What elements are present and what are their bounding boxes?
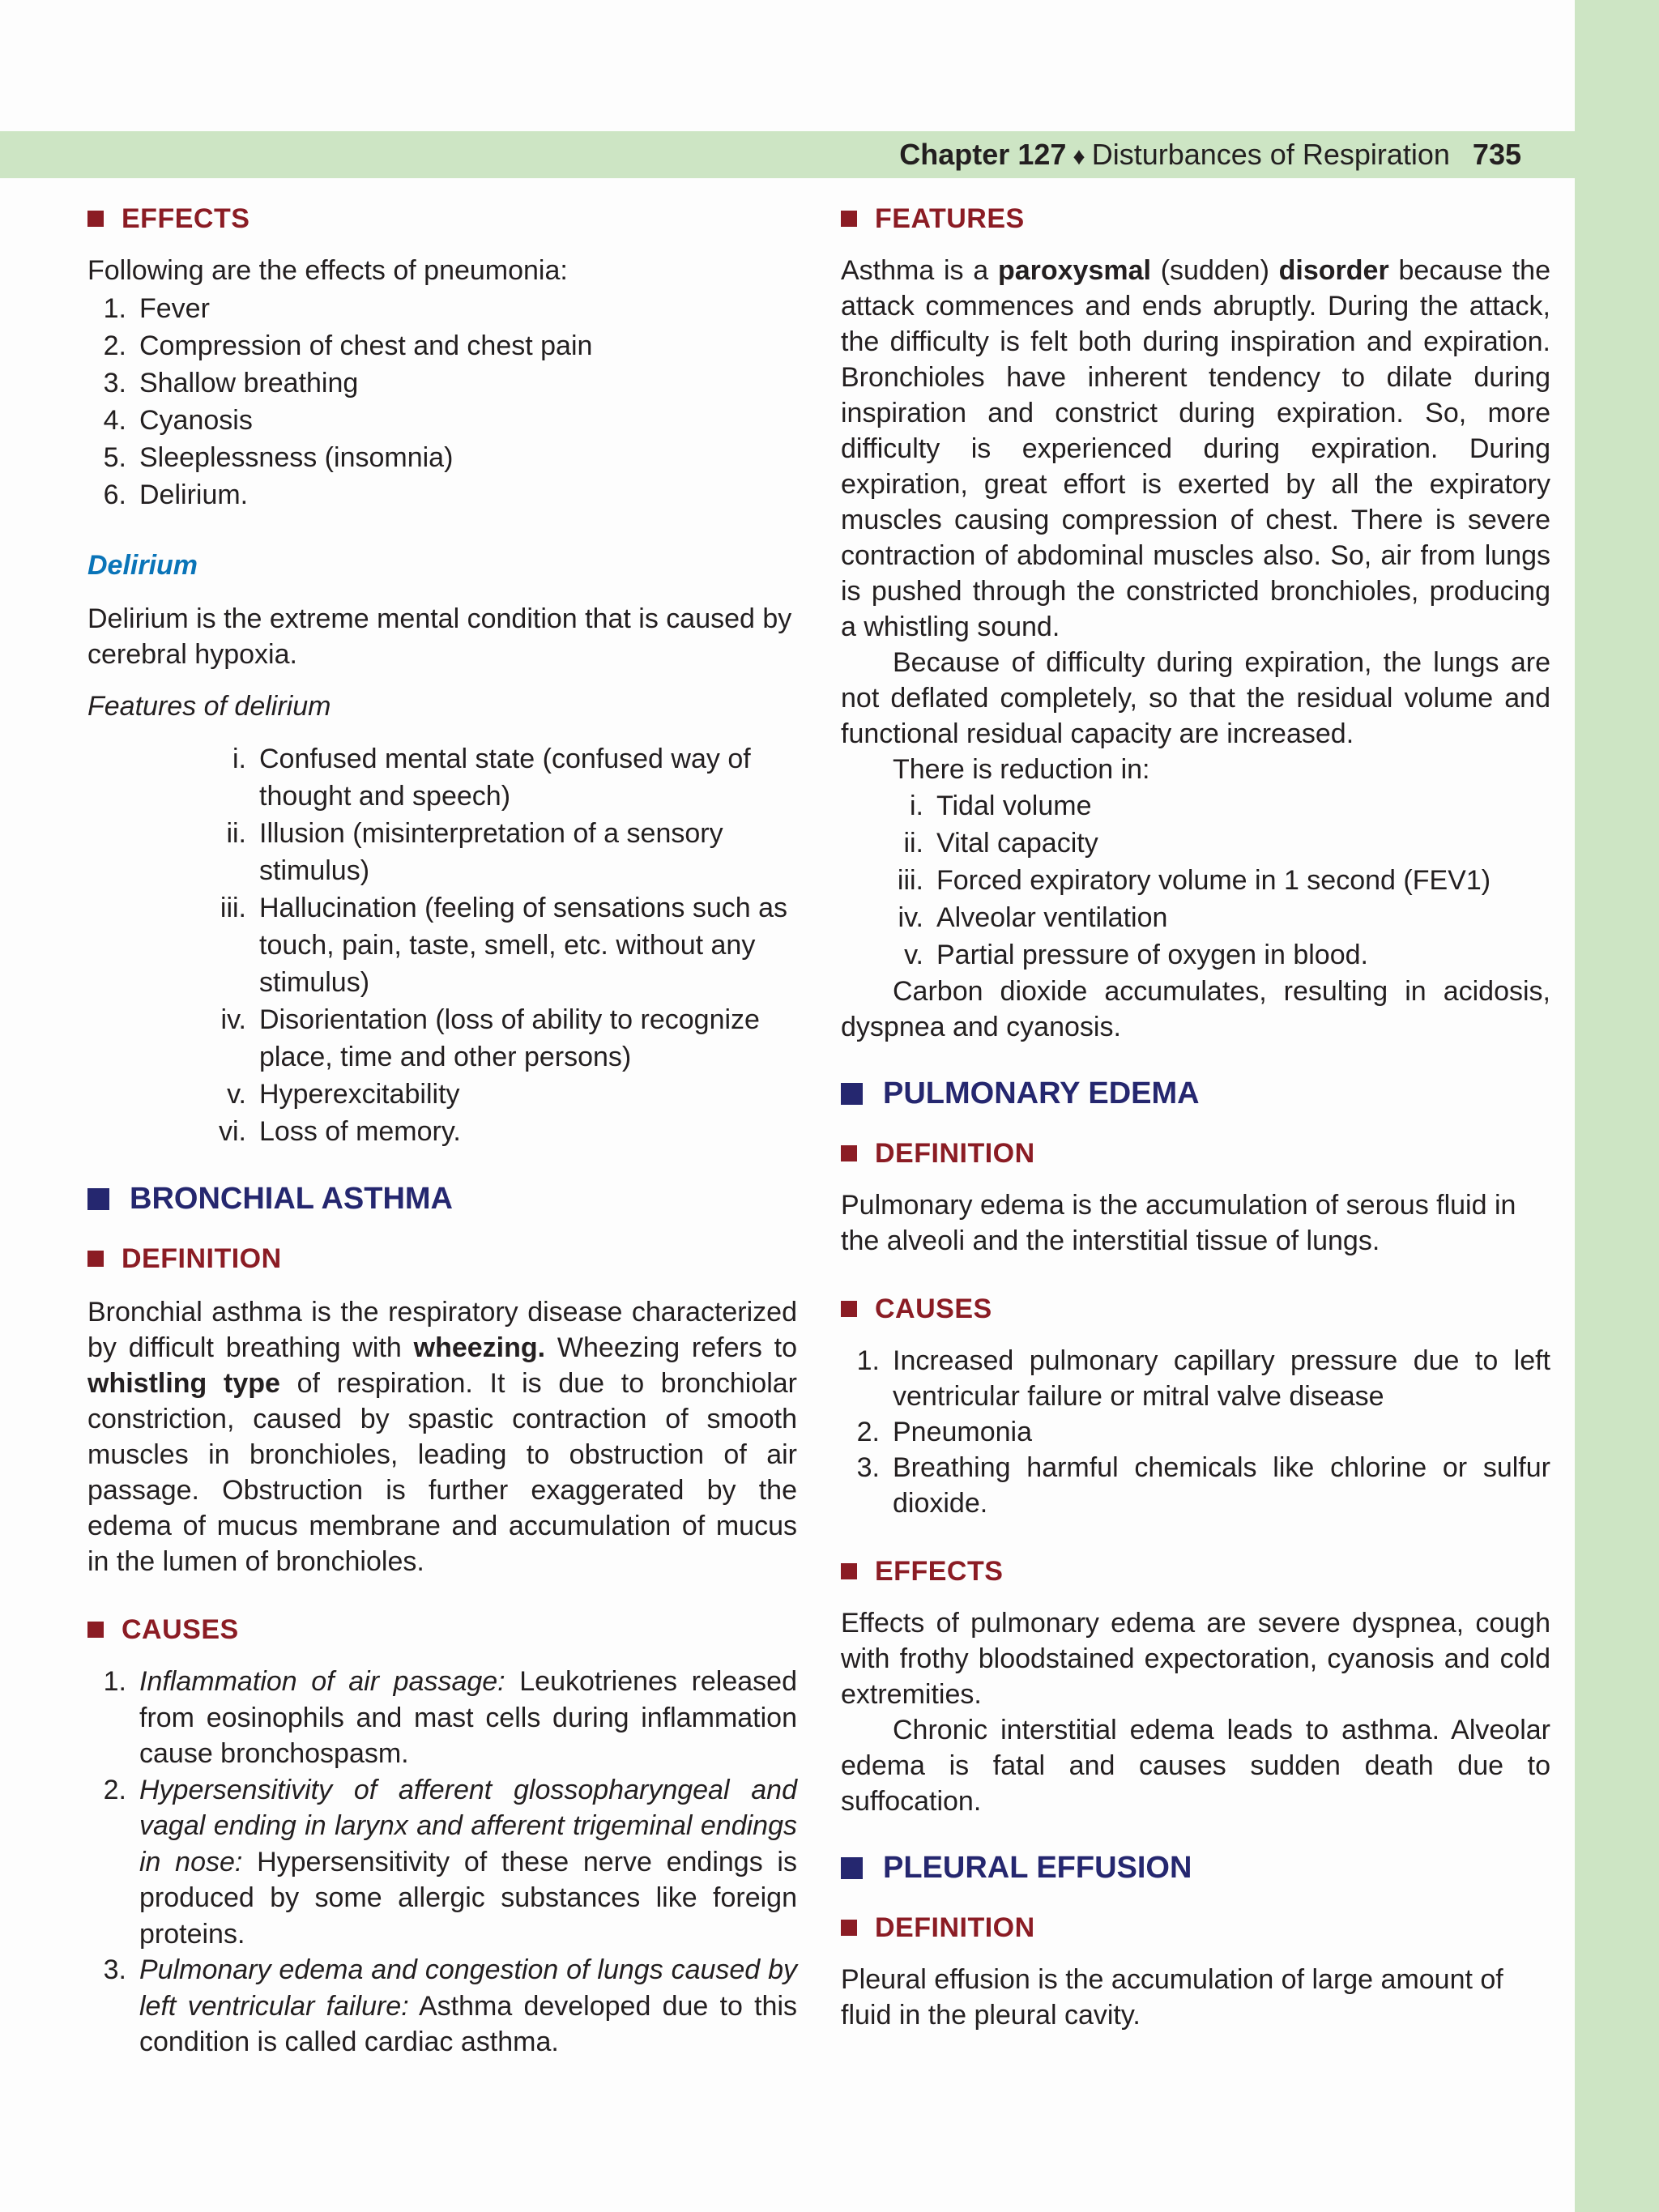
list-number: iv. xyxy=(220,1004,246,1035)
list-number: 3. xyxy=(103,368,126,399)
list-number: v. xyxy=(904,940,923,970)
list-number: 6. xyxy=(103,479,126,510)
pleural-effusion-heading: PLEURAL EFFUSION xyxy=(841,1848,1550,1887)
features-paragraph-2: Because of difficulty during expiration, the lungs are not deflated completely, so that the residual volume and functional residual capacity are increased. xyxy=(841,647,1550,749)
list-text: Confused mental state (confused way of thought and speech) xyxy=(259,744,751,812)
list-number: iii. xyxy=(220,893,246,923)
page-edge-strip xyxy=(1575,0,1659,2212)
delirium-heading: Delirium xyxy=(87,550,198,581)
list-number: 1. xyxy=(856,1345,880,1376)
list-text: Partial pressure of oxygen in blood. xyxy=(936,940,1368,970)
list-number: 3. xyxy=(856,1452,880,1483)
list-number: i. xyxy=(232,744,246,774)
list-text: Pneumonia xyxy=(893,1417,1033,1447)
list-item xyxy=(841,787,1550,825)
list-item xyxy=(841,936,1550,974)
list-item xyxy=(87,476,797,514)
list-number: vi. xyxy=(219,1116,246,1147)
edema-effects-paragraph: Effects of pulmonary edema are severe dyspnea, cough with frothy bloodstained expectoration, cyanosis and cold extremities. xyxy=(841,1608,1550,1710)
list-number: 5. xyxy=(103,442,126,473)
list-text: Increased pulmonary capillary pressure due to left ventricular failure or mitral valve disease xyxy=(893,1345,1550,1412)
chapter-title: Disturbances of Respiration xyxy=(1091,138,1450,171)
list-text: Tidal volume xyxy=(936,791,1092,821)
edema-effects-heading: EFFECTS xyxy=(841,1554,1550,1589)
list-item xyxy=(841,899,1550,936)
features-paragraph: Asthma is a paroxysmal (sudden) disorder because the attack commences and ends abruptly. During the attack, the difficulty is felt both during inspiration and expiration. Bronchioles have inherent tendency to dilate during inspiration and constrict during expiration. So, more difficulty is experienced during expiration. During expiration, great effort is exerted by all the expiratory muscles causing compression of chest. There is severe contraction of abdominal muscles also. So, air from lungs is pushed through the constricted bronchioles, producing a whistling sound. xyxy=(841,255,1550,642)
list-item xyxy=(87,402,797,439)
page-number: 735 xyxy=(1472,138,1521,171)
list-text: Illusion (misinterpretation of a sensory stimulus) xyxy=(259,818,723,886)
square-bullet-icon xyxy=(87,1622,104,1638)
list-text: Vital capacity xyxy=(936,828,1098,859)
right-column xyxy=(841,201,1550,2033)
list-item xyxy=(87,815,797,889)
list-number: 3. xyxy=(103,1954,126,1985)
list-text: Loss of memory. xyxy=(259,1116,461,1147)
causes-heading: CAUSES xyxy=(87,1612,797,1647)
list-text: Fever xyxy=(139,293,210,324)
features-heading: FEATURES xyxy=(841,201,1550,237)
left-column xyxy=(87,201,797,2061)
list-item xyxy=(841,862,1550,899)
list-number: iv. xyxy=(898,902,923,933)
effects-intro: Following are the effects of pneumonia: xyxy=(87,255,568,286)
list-item xyxy=(87,1664,797,1772)
diamond-icon: ♦ xyxy=(1073,143,1085,170)
list-item xyxy=(87,740,797,815)
square-bullet-icon xyxy=(87,211,104,227)
list-text: Hyperexcitability xyxy=(259,1079,460,1110)
list-item xyxy=(87,290,797,327)
list-text: Forced expiratory volume in 1 second (FEV1) xyxy=(936,865,1491,896)
edema-definition-heading: DEFINITION xyxy=(841,1136,1550,1171)
list-item xyxy=(87,327,797,364)
list-number: v. xyxy=(227,1079,246,1110)
square-bullet-icon xyxy=(841,1083,863,1105)
square-bullet-icon xyxy=(841,1145,857,1161)
list-text: Compression of chest and chest pain xyxy=(139,330,593,361)
list-text: Hallucination (feeling of sensations such as touch, pain, taste, smell, etc. without any stimulus) xyxy=(259,893,788,998)
list-number: 2. xyxy=(103,1774,126,1805)
reduction-intro: There is reduction in: xyxy=(893,754,1150,785)
list-item xyxy=(841,1343,1550,1414)
list-item xyxy=(841,825,1550,862)
effects-list xyxy=(87,290,797,514)
co2-paragraph: Carbon dioxide accumulates, resulting in acidosis, dyspnea and cyanosis. xyxy=(841,976,1550,1042)
list-text: Delirium. xyxy=(139,479,249,510)
edema-causes-list xyxy=(841,1343,1550,1521)
list-text: Shallow breathing xyxy=(139,368,359,399)
edema-definition: Pulmonary edema is the accumulation of serous fluid in the alveoli and the interstitial tissue of lungs. xyxy=(841,1190,1516,1256)
list-number: 1. xyxy=(103,293,126,324)
delirium-text: Delirium is the extreme mental condition that is caused by cerebral hypoxia. xyxy=(87,603,792,670)
definition-heading: DEFINITION xyxy=(87,1241,797,1276)
edema-effects-paragraph-2: Chronic interstitial edema leads to asthma. Alveolar edema is fatal and causes sudden death due to suffocation. xyxy=(841,1715,1550,1817)
square-bullet-icon xyxy=(841,1563,857,1579)
list-text: Pulmonary edema and congestion of lungs caused by left ventricular failure: Asthma developed due to this condition is called cardiac asthma. xyxy=(139,1954,797,2057)
edema-causes-heading: CAUSES xyxy=(841,1291,1550,1327)
effects-heading: EFFECTS xyxy=(87,201,797,237)
list-number: i. xyxy=(910,791,923,821)
list-text: Inflammation of air passage: Leukotrienes released from eosinophils and mast cells during inflammation cause bronchospasm. xyxy=(139,1666,797,1769)
list-text: Hypersensitivity of afferent glossopharyngeal and vagal ending in larynx and afferent trigeminal endings in nose: Hypersensitivity of these nerve endings is produced by some allergic substances like foreign proteins. xyxy=(139,1774,797,1950)
list-number: 2. xyxy=(103,330,126,361)
list-item xyxy=(87,1113,797,1150)
pulmonary-edema-heading: PULMONARY EDEMA xyxy=(841,1074,1550,1113)
list-text: Disorientation (loss of ability to recognize place, time and other persons) xyxy=(259,1004,760,1072)
square-bullet-icon xyxy=(841,211,857,227)
asthma-causes-list xyxy=(87,1664,797,2061)
list-text: Breathing harmful chemicals like chlorine or sulfur dioxide. xyxy=(893,1452,1550,1519)
reduction-list xyxy=(841,787,1550,974)
list-item xyxy=(841,1414,1550,1450)
features-subheading: Features of delirium xyxy=(87,691,331,722)
list-item xyxy=(87,1001,797,1076)
list-number: ii. xyxy=(226,818,246,849)
list-number: 2. xyxy=(856,1417,880,1447)
bronchial-asthma-heading: BRONCHIAL ASTHMA xyxy=(87,1179,797,1218)
square-bullet-icon xyxy=(841,1920,857,1936)
list-text: Alveolar ventilation xyxy=(936,902,1168,933)
running-header xyxy=(899,131,1521,178)
square-bullet-icon xyxy=(841,1857,863,1879)
asthma-definition: Bronchial asthma is the respiratory disease characterized by difficult breathing with wheezing. Wheezing refers to whistling type of respiration. It is due to bronchiolar constriction, caused by spastic contraction of smooth muscles in bronchioles, leading to obstruction of air passage. Obstruction is further exaggerated by the edema of mucus membrane and accumulation of mucus in the lumen of bronchioles. xyxy=(87,1297,797,1577)
list-item xyxy=(841,1450,1550,1521)
square-bullet-icon xyxy=(87,1188,109,1210)
list-item xyxy=(87,364,797,402)
list-text: Cyanosis xyxy=(139,405,253,436)
list-number: iii. xyxy=(897,865,923,896)
list-text: Sleeplessness (insomnia) xyxy=(139,442,454,473)
list-number: 1. xyxy=(103,1666,126,1697)
pleural-definition-heading: DEFINITION xyxy=(841,1910,1550,1946)
square-bullet-icon xyxy=(87,1251,104,1267)
square-bullet-icon xyxy=(841,1301,857,1317)
list-item xyxy=(87,1952,797,2061)
chapter-label: Chapter 127 xyxy=(899,138,1067,171)
list-item xyxy=(87,439,797,476)
list-item xyxy=(87,889,797,1001)
list-number: 4. xyxy=(103,405,126,436)
delirium-features-list xyxy=(87,740,797,1150)
list-item xyxy=(87,1772,797,1953)
pleural-definition: Pleural effusion is the accumulation of large amount of fluid in the pleural cavity. xyxy=(841,1964,1503,2031)
list-item xyxy=(87,1076,797,1113)
list-number: ii. xyxy=(903,828,923,859)
